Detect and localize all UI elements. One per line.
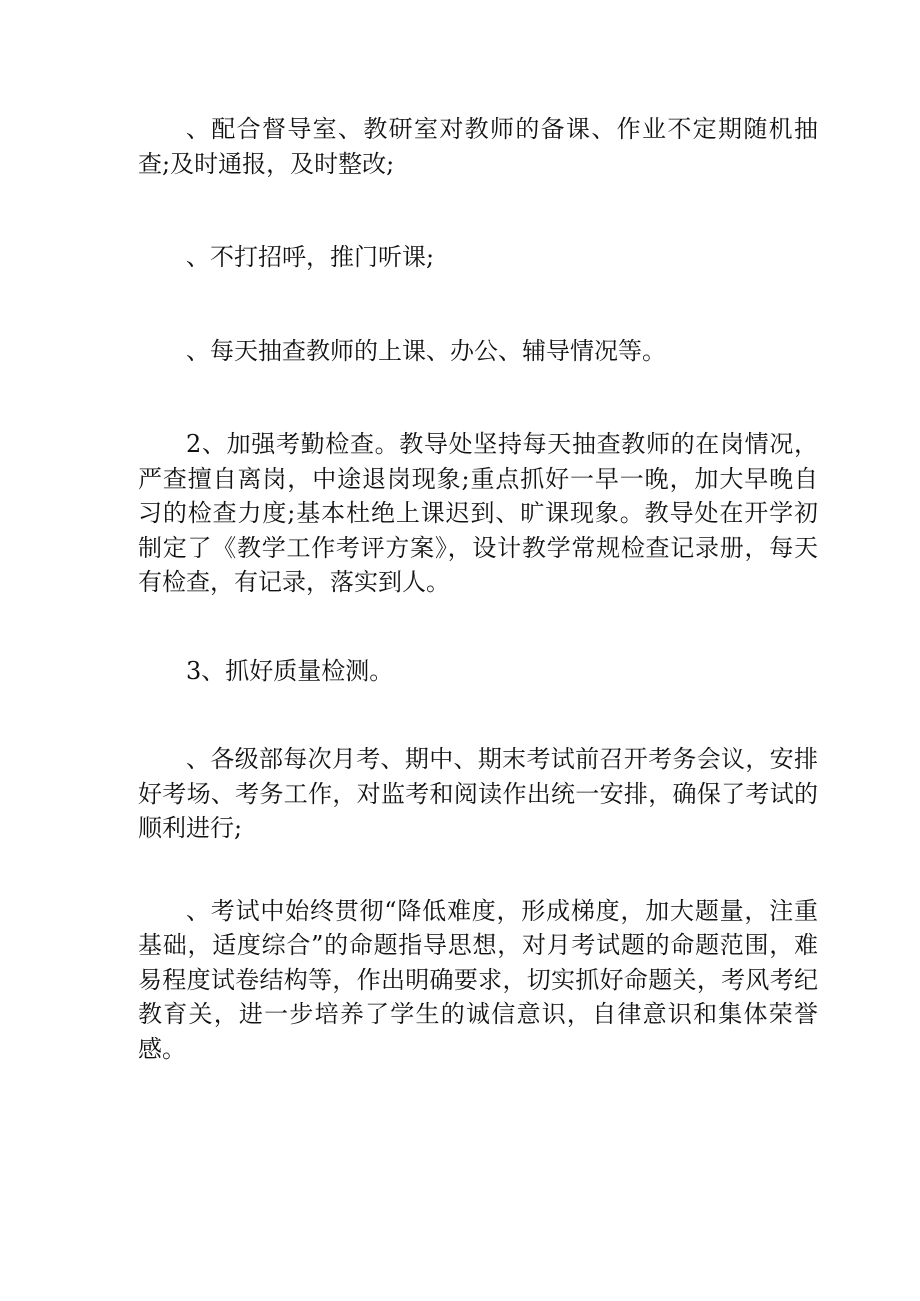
paragraph-gap bbox=[138, 181, 818, 240]
paragraph-exam-meetings: 、各级部每次月考、期中、期末考试前召开考务会议，安排好考场、考务工作，对监考和阅读作出统一安排，确保了考试的顺利进行; bbox=[138, 745, 818, 842]
paragraph-exam-principles: 、考试中始终贯彻“降低难度，形成梯度，加大题量，注重基础，适度综合”的命题指导思想，对月考试题的命题范围，难易程度试卷结构等，作出明确要求，切实抓好命题关，考风考纪教育关，进一步培养了学生的诚信意识，自律意识和集体荣誉感。 bbox=[138, 896, 818, 1063]
paragraph-gap bbox=[138, 368, 818, 427]
paragraph-gap bbox=[138, 688, 818, 742]
paragraph-gap bbox=[138, 600, 818, 654]
paragraph-gap bbox=[138, 275, 818, 334]
paragraph-attendance: 2、加强考勤检查。教导处坚持每天抽查教师的在岗情况，严查擅自离岗，中途退岗现象;重点抓好一早一晚，加大早晚自习的检查力度;基本杜绝上课迟到、旷课现象。教导处在开学初制定了《教学工作考评方案》，设计教学常规检查记录册，每天有检查，有记录，落实到人。 bbox=[138, 430, 818, 596]
paragraph-unannounced-visits: 、不打招呼，推门听课; bbox=[186, 243, 435, 271]
paragraph-gap bbox=[138, 846, 818, 894]
paragraph-daily-check: 、每天抽查教师的上课、办公、辅导情况等。 bbox=[186, 336, 666, 365]
paragraph-quality-heading: 3、抓好质量检测。 bbox=[186, 656, 394, 685]
paragraph-spot-check: 、配合督导室、教研室对教师的备课、作业不定期随机抽查;及时通报，及时整改; bbox=[138, 115, 818, 178]
document-body bbox=[138, 112, 818, 1066]
